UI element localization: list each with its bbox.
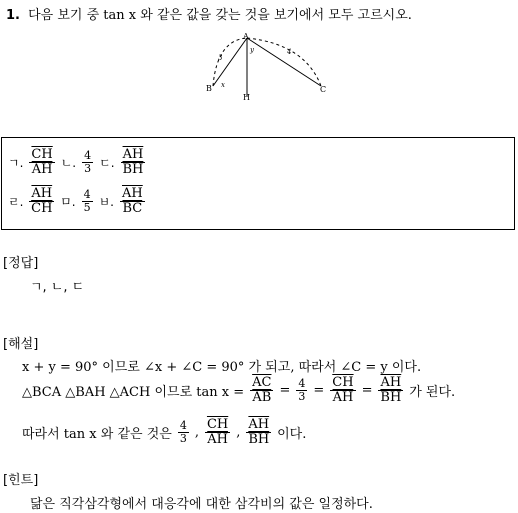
choice-fraction	[121, 148, 146, 176]
label-x: x	[221, 81, 225, 89]
fraction-denominator: BC	[122, 200, 143, 216]
question-number: 1.	[6, 8, 20, 23]
fraction-numerator: $\overline{CH}$	[332, 375, 354, 390]
choice-fraction	[82, 189, 93, 213]
choice-mark: ㄴ.	[60, 155, 77, 170]
fraction-denominator: AB	[252, 389, 272, 405]
fraction-denominator: CH	[31, 200, 53, 216]
fraction-ch-ah	[205, 418, 230, 446]
fraction-numerator: $\overline{AC}$	[252, 375, 272, 390]
fraction-denominator: 5	[83, 200, 91, 214]
label-h: H	[243, 93, 250, 102]
fraction-denominator: AH	[332, 389, 354, 405]
fraction-denominator: BH	[380, 389, 402, 405]
equals-sign: =	[361, 382, 373, 398]
comma: ,	[236, 424, 241, 440]
triangle-diagram	[195, 30, 335, 102]
label-a: A	[243, 32, 249, 41]
choice-fraction	[120, 187, 145, 215]
hint-text: 닮은 직각삼각형에서 대응각에 대한 삼각비의 값은 일정하다.	[30, 497, 373, 512]
choice-mark: ㅁ.	[60, 194, 76, 209]
fraction-ah-bh	[378, 376, 403, 404]
explanation-line-2-suffix: 가 된다.	[409, 384, 456, 400]
comma: ,	[194, 424, 199, 440]
explanation-line-3	[22, 418, 306, 446]
fraction-ah-bh	[246, 418, 271, 446]
explanation-line-1: x + y = 90° 이므로 ∠x + ∠C = 90° 가 되고, 따라서 ∠C = y 이다.	[22, 360, 422, 375]
explanation-line-3-suffix: 이다.	[277, 426, 307, 442]
choice-fraction	[82, 150, 93, 174]
fraction-numerator: 4	[179, 419, 187, 433]
fraction-numerator: 4	[84, 149, 92, 163]
explanation-line-3-prefix: 따라서 tan x 와 같은 것은	[22, 426, 172, 442]
fraction-numerator: $\overline{AH}$	[248, 417, 270, 432]
choice-mark: ㄱ.	[8, 155, 24, 170]
choice-mark: ㄷ.	[99, 155, 115, 170]
fraction-denominator: BH	[248, 431, 270, 447]
answer-title: [정답]	[3, 256, 39, 271]
fraction-numerator: $\overline{CH}$	[206, 417, 229, 432]
fraction-ac-ab	[250, 376, 273, 404]
choice-fraction	[29, 148, 54, 176]
choice-fraction	[29, 187, 54, 215]
choices-row-2	[8, 187, 147, 215]
fraction-denominator: 3	[179, 431, 187, 445]
choice-mark: ㅂ.	[98, 194, 114, 209]
equals-sign: =	[279, 382, 291, 398]
equals-sign: =	[313, 382, 325, 398]
fraction-numerator: $\overline{AH}$	[122, 186, 143, 201]
choices-box	[1, 137, 515, 230]
fraction-denominator: 3	[84, 161, 92, 175]
fraction-numerator: $\overline{AH}$	[122, 147, 144, 162]
explanation-line-2	[22, 376, 455, 404]
label-b: B	[206, 84, 212, 93]
choice-mark: ㄹ.	[8, 194, 24, 209]
answer-text: ㄱ, ㄴ, ㄷ	[30, 280, 85, 295]
fraction-4-3	[178, 420, 189, 444]
fraction-denominator: BH	[122, 161, 144, 177]
fraction-denominator: AH	[31, 161, 53, 177]
label-side-ab: 3	[218, 54, 223, 62]
fraction-numerator: $\overline{AH}$	[380, 375, 402, 390]
fraction-numerator: $\overline{AH}$	[31, 186, 53, 201]
fraction-numerator: 4	[83, 188, 91, 202]
choices-row-1	[8, 148, 147, 176]
side-ac	[247, 38, 321, 86]
label-y: y	[250, 46, 254, 54]
fraction-denominator: AH	[207, 431, 228, 447]
fraction-ch-ah	[330, 376, 355, 404]
fraction-4-3	[296, 378, 307, 402]
question-prompt: 다음 보기 중 tan x 와 같은 값을 갖는 것을 보기에서 모두 고르시오.	[28, 8, 412, 23]
fraction-denominator: 3	[298, 389, 306, 403]
label-side-ac: 4	[287, 48, 292, 56]
hint-title: [힌트]	[3, 473, 39, 488]
fraction-numerator: $\overline{CH}$	[31, 147, 53, 162]
explanation-title: [해설]	[3, 337, 39, 352]
label-c: C	[320, 85, 327, 94]
question	[6, 4, 412, 23]
fraction-numerator: 4	[298, 377, 306, 391]
explanation-line-2-prefix: △BCA △BAH △ACH 이므로 tan x =	[22, 384, 245, 400]
